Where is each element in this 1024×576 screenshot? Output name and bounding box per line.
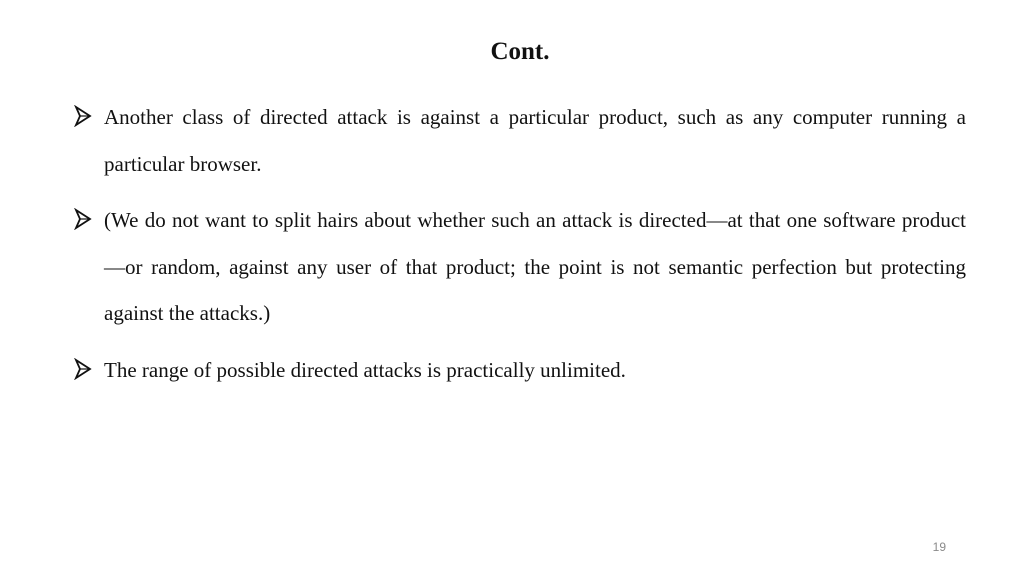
bullet-item	[74, 94, 966, 187]
bullet-item	[74, 197, 966, 337]
bullet-text: The range of possible directed attacks is practically unlimited.	[104, 357, 626, 382]
arrowhead-bullet-icon	[74, 208, 92, 230]
slide-title: Cont.	[490, 38, 550, 65]
arrowhead-bullet-icon	[74, 105, 92, 127]
bullet-text: (We do not want to split hairs about whether such an attack is directed—at that one software product—or random, against any user of that product; the point is not semantic perfection but protecting against the attacks.)	[104, 208, 966, 325]
bullet-list	[74, 94, 966, 403]
bullet-text: Another class of directed attack is against a particular product, such as any computer running a particular browser.	[104, 105, 966, 176]
arrowhead-bullet-icon	[74, 358, 92, 380]
page-number: 19	[932, 540, 946, 554]
bullet-item	[74, 347, 966, 394]
